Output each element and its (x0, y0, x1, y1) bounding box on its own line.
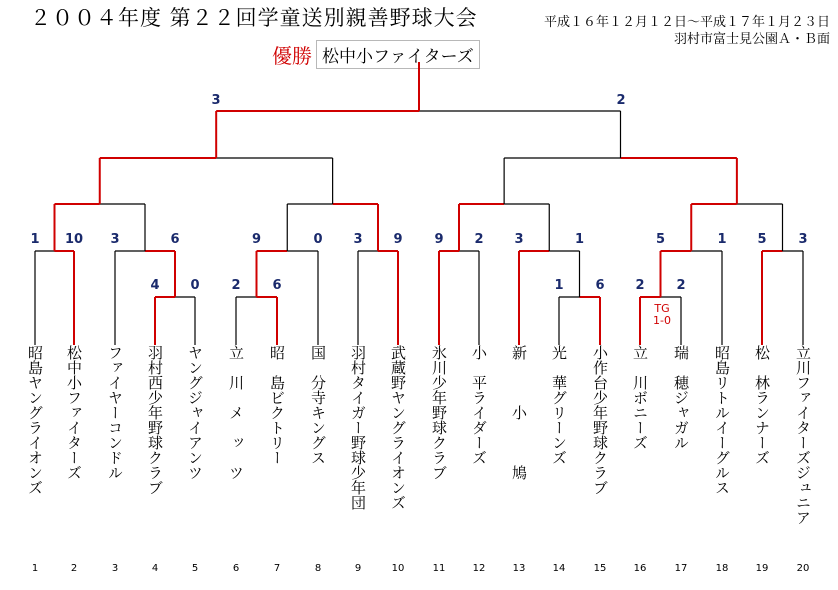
team-number: 6 (232, 563, 240, 574)
team-number: 18 (715, 563, 729, 574)
m4v5-score-left: 4 (150, 278, 160, 293)
tiebreak-score: 1-0 (653, 314, 671, 327)
m14v15-score-right: 6 (595, 278, 605, 293)
m16v17-score-left: 2 (635, 278, 645, 293)
m11v12-score-right: 2 (474, 232, 484, 247)
team-name: 羽村西少年野球クラブ (146, 345, 164, 495)
m3vW45-score-right: 6 (170, 232, 180, 247)
team-number: 4 (151, 563, 159, 574)
team-number: 20 (796, 563, 810, 574)
team-name: 光 華グリーンズ (550, 345, 568, 465)
team-number: 15 (593, 563, 607, 574)
team-number: 10 (391, 563, 405, 574)
team-name: 羽村タイガー野球少年団 (349, 345, 367, 510)
team-number: 17 (674, 563, 688, 574)
page-title: ２００４年度 第２２回学童送別親善野球大会 (30, 6, 478, 30)
team-number: 12 (472, 563, 486, 574)
m19v20-score-right: 3 (798, 232, 808, 247)
team-name: 立 川ボニーズ (631, 345, 649, 450)
m13vW1415-score-right: 1 (574, 232, 585, 247)
m6v7-score-right: 6 (272, 278, 282, 293)
team-number: 2 (70, 563, 78, 574)
team-name: 氷川少年野球クラブ (430, 345, 448, 480)
m3vW45-score-left: 3 (110, 232, 120, 247)
team-number: 5 (191, 563, 199, 574)
team-name: 昭 島ビクトリー (268, 345, 286, 465)
team-name: 国 分寺キングス (309, 345, 327, 465)
team-name: 立 川 メ ッ ツ (227, 345, 245, 480)
team-name: ヤングジャイアンツ (186, 345, 204, 480)
m11v12-score-left: 9 (434, 232, 444, 247)
team-name: 小 平ライダーズ (470, 345, 488, 465)
team-number: 1 (31, 563, 39, 574)
team-name: 武蔵野ヤングライオンズ (389, 345, 407, 510)
team-name: 小作台少年野球クラブ (591, 345, 609, 495)
team-number: 3 (111, 563, 119, 574)
team-name: 昭島リトルイーグルス (713, 345, 731, 495)
venue: 羽村市富士見公園Ａ・Ｂ面 (673, 32, 830, 47)
m19v20-score-left: 5 (757, 232, 767, 247)
m16v17-score-right: 2 (676, 278, 686, 293)
team-number: 13 (512, 563, 526, 574)
team-number: 11 (432, 563, 446, 574)
team-number: 7 (273, 563, 281, 574)
team-name: 松 林ランナーズ (753, 345, 771, 465)
m13vW1415-score-left: 3 (514, 232, 524, 247)
m9v10-score-right: 9 (393, 232, 403, 247)
mW1617v18-score-left: 5 (655, 232, 666, 247)
team-number: 8 (314, 563, 322, 574)
m9v10-score-left: 3 (353, 232, 363, 247)
tiebreak-label: TG (654, 302, 670, 315)
m1v2-score-left: 1 (30, 232, 40, 247)
team-name: 松中小ファイターズ (65, 345, 83, 480)
m6v7-score-left: 2 (231, 278, 241, 293)
team-number: 9 (354, 563, 362, 574)
team-number: 14 (552, 563, 566, 574)
team-name: 瑞 穂ジャガル (672, 345, 690, 450)
tiebreak-note (640, 303, 684, 327)
team-number: 19 (755, 563, 769, 574)
mW67v8-score-right: 0 (313, 232, 323, 247)
mW1617v18-score-right: 1 (717, 232, 727, 247)
m14v15-score-left: 1 (554, 278, 564, 293)
final-score-left: 3 (211, 93, 221, 108)
team-name: 立川ファイターズジュニア (794, 345, 812, 525)
date-range: 平成１６年１２月１２日～平成１７年１月２３日 (543, 15, 830, 30)
m1v2-score-right: 10 (64, 232, 84, 247)
final-score-right: 2 (616, 93, 626, 108)
champion-label: 優勝 (272, 44, 312, 68)
mW67v8-score-left: 9 (251, 232, 262, 247)
team-name: 新 小 鳩 (510, 345, 528, 480)
team-name: 昭島ヤングライオンズ (26, 345, 44, 495)
team-name: ファイヤーコンドル (106, 345, 124, 480)
team-number: 16 (633, 563, 647, 574)
champion-team: 松中小ファイターズ (316, 40, 480, 69)
m4v5-score-right: 0 (190, 278, 200, 293)
